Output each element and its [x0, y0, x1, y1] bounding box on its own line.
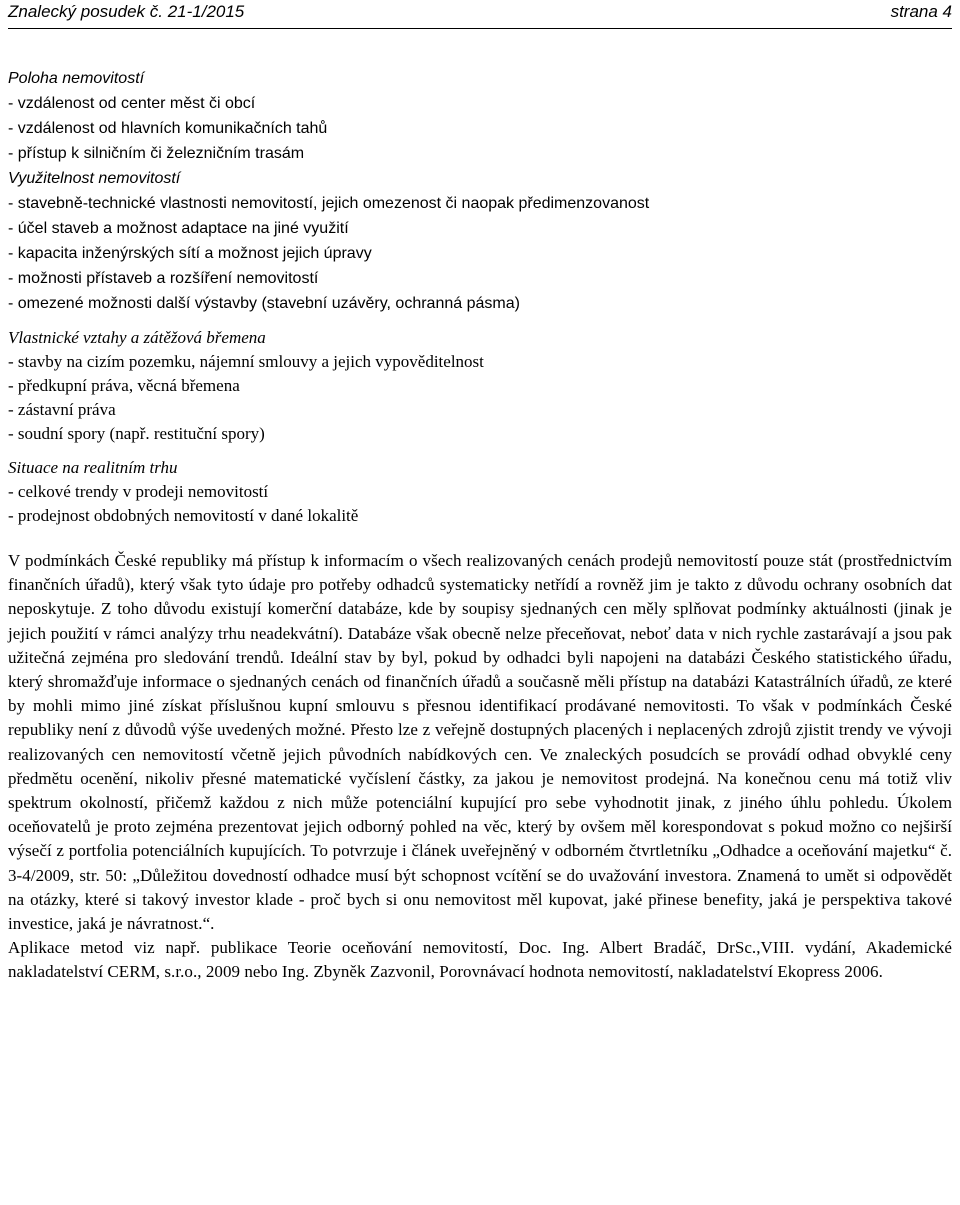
page-header [8, 0, 952, 24]
section-market [8, 456, 952, 528]
section-location [8, 66, 952, 166]
list-item: - předkupní práva, věcná břemena [8, 376, 240, 395]
spacer [8, 316, 952, 326]
spacer [8, 528, 952, 549]
list-item: - vzdálenost od hlavních komunikačních tahů [8, 120, 328, 137]
list-item: - stavby na cizím pozemku, nájemní smlouvy a jejich vypověditelnost [8, 352, 484, 371]
list-item: - omezené možnosti další výstavby (stavební uzávěry, ochranná pásma) [8, 295, 520, 312]
section-usability [8, 166, 952, 316]
section-ownership [8, 326, 952, 446]
list-item: - přístup k silničním či železničním trasám [8, 145, 305, 162]
list-item: - celkové trendy v prodeji nemovitostí [8, 482, 269, 501]
section-title: Vlastnické vztahy a zátěžová břemena [8, 328, 266, 347]
spacer [8, 446, 952, 456]
page-number: strana 4 [890, 2, 952, 21]
list-item: - zástavní práva [8, 400, 116, 419]
page-content [8, 66, 952, 985]
list-item: - soudní spory (např. restituční spory) [8, 424, 265, 443]
document-title: Znalecký posudek č. 21-1/2015 [8, 2, 245, 21]
list-item: - prodejnost obdobných nemovitostí v dané lokalitě [8, 506, 359, 525]
list-item: - vzdálenost od center měst či obcí [8, 95, 256, 112]
section-title: Poloha nemovitostí [8, 70, 145, 87]
list-item: - kapacita inženýrských sítí a možnost jejich úpravy [8, 245, 372, 262]
list-item: - stavebně-technické vlastnosti nemovitostí, jejich omezenost či naopak předimenzovanost [8, 195, 650, 212]
list-item: - možnosti přístaveb a rozšíření nemovitostí [8, 270, 319, 287]
section-title: Využitelnost nemovitostí [8, 170, 181, 187]
main-paragraph: V podmínkách České republiky má přístup k informacím o všech realizovaných cenách prodejů nemovitostí pouze stát (prostřednictvím finančních úřadů), který však tyto údaje pro potřeby odhadců systematicky netřídí a rovněž jim je takto z důvodu ochrany osobních dat neposkytuje. Z toho důvodu existují komerční databáze, kde by soupisy sjednaných cen měly splňovat podmínky aktuálnosti (jinak je jejich použití v rámci analýzy trhu neadekvátní). Databáze však obecně nelze přeceňovat, neboť data v nich rychle zastarávají a jsou pak užitečná zejména pro sledování trendů. Ideální stav by byl, pokud by odhadci byli napojeni na databázi Českého statistického úřadu, který shromažďuje informace o sjednaných cenách od finančních úřadů a současně měli přístup na databázi Katastrálních úřadů, ze které by mohli mimo jiné získat příslušnou kupní smlouvu s přesnou identifikací prodávané nemovitosti. To však v podmínkách České republiky není z důvodů výše uvedených možné. Přesto lze z veřejně dostupných placených i neplacených zdrojů zjistit trendy ve vývoji realizovaných cen nemovitostí včetně jejich původních nabídkových cen. Ve znaleckých posudcích se provádí odhad obvyklé ceny předmětu ocenění, nikoliv přesné matematické vyčíslení částky, za jakou je nemovitost prodejná. Na konečnou cenu má totiž vliv spektrum okolností, přičemž každou z nich může potenciální kupující pro sebe vyhodnotit jinak, z jiného úhlu pohledu. Úkolem oceňovatelů je proto zejména prezentovat jejich odborný pohled na věc, který by ovšem měl korespondovat s pokud možno co nejširší výsečí z portfolia potenciálních kupujících. To potvrzuje i článek uveřejněný v odborném čtvrtletníku „Odhadce a oceňování majetku“ č. 3-4/2009, str. 50: „Důležitou dovedností odhadce musí být schopnost vcítění se do uvažování investora. Znamená to umět si odpovědět na otázky, které si takový investor klade - proč bych si onu nemovitost měl kupovat, jaké přinese benefity, jaká je perspektiva takové investice, jaká je návratnost.“. [8, 551, 952, 934]
list-item: - účel staveb a možnost adaptace na jiné využití [8, 220, 349, 237]
section-title: Situace na realitním trhu [8, 458, 178, 477]
methods-paragraph: Aplikace metod viz např. publikace Teorie oceňování nemovitostí, Doc. Ing. Albert Bradáč, DrSc.,VIII. vydání, Akademické nakladatelství CERM, s.r.o., 2009 nebo Ing. Zbyněk Zazvonil, Porovnávací hodnota nemovitostí, nakladatelství Ekopress 2006. [8, 938, 952, 982]
header-divider [8, 28, 952, 29]
